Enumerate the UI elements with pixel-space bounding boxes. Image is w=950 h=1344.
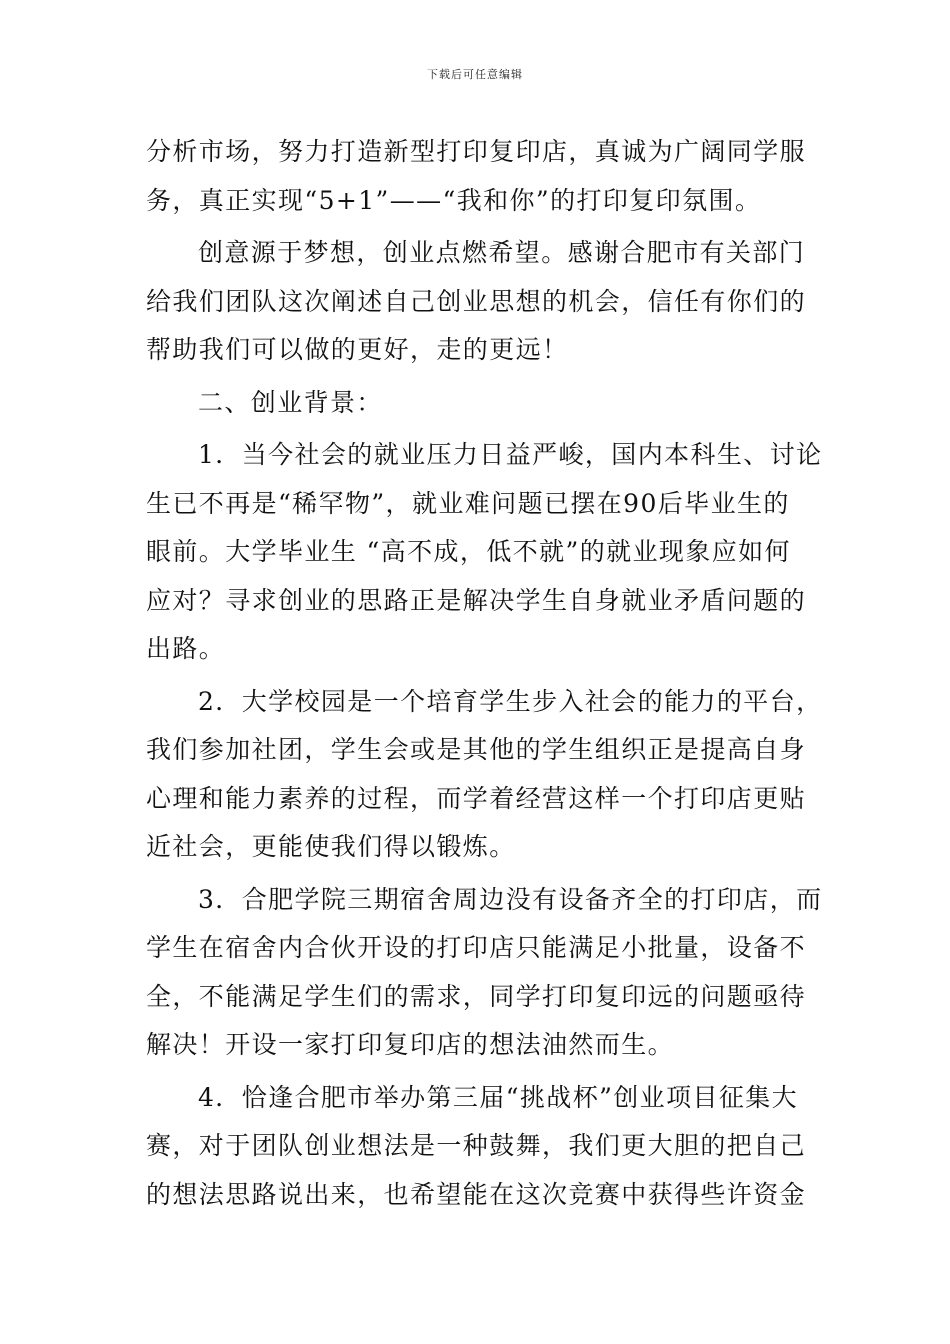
paragraph bbox=[146, 876, 823, 1070]
document-body bbox=[146, 128, 823, 1219]
text-line: 近社会，更能使我们得以锻炼。 bbox=[146, 832, 516, 861]
text-line: 全，不能满足学生们的需求，同学打印复印远的问题亟待 bbox=[146, 981, 807, 1011]
text-line: 生已不再是“稀罕物”，就业难问题已摆在90后毕业生的 bbox=[146, 488, 790, 518]
paragraph bbox=[146, 1074, 808, 1220]
text-line: 创意源于梦想，创业点燃希望。感谢合肥市有关部门 bbox=[198, 238, 806, 267]
paragraph bbox=[146, 678, 823, 872]
paragraph bbox=[146, 128, 808, 225]
text-line: 帮助我们可以做的更好，走的更远！ bbox=[146, 335, 569, 364]
text-line: 3．合肥学院三期宿舍周边没有设备齐全的打印店，而 bbox=[198, 884, 823, 914]
text-line: 心理和能力素养的过程，而学着经营这样一个打印店更贴 bbox=[146, 783, 807, 813]
text-line: 4．恰逢合肥市举办第三届“挑战杯”创业项目征集大 bbox=[198, 1082, 799, 1112]
text-line: 1．当今社会的就业压力日益严峻，国内本科生、讨论 bbox=[198, 440, 823, 469]
paragraph bbox=[146, 431, 823, 674]
section-heading bbox=[146, 379, 808, 428]
text-line: 我们参加社团，学生会或是其他的学生组织正是提高自身 bbox=[146, 735, 807, 764]
paragraph bbox=[146, 229, 808, 375]
page-header: 下载后可任意编辑 bbox=[427, 68, 523, 81]
text-line: 二、创业背景： bbox=[198, 387, 383, 417]
text-line: 应对？寻求创业的思路正是解决学生自身就业矛盾问题的 bbox=[146, 585, 807, 615]
text-line: 学生在宿舍内合伙开设的打印店只能满足小批量，设备不 bbox=[146, 933, 807, 962]
text-line: 眼前。大学毕业生 “高不成，低不就”的就业现象应如何 bbox=[146, 537, 791, 566]
text-line: 出路。 bbox=[146, 634, 226, 663]
text-line: 务，真正实现“5+1”——“我和你”的打印复印氛围。 bbox=[146, 185, 762, 215]
text-line: 分析市场，努力打造新型打印复印店，真诚为广阔同学服 bbox=[146, 137, 807, 166]
text-line: 给我们团队这次阐述自己创业思想的机会，信任有你们的 bbox=[146, 286, 807, 316]
text-line: 解决！开设一家打印复印店的想法油然而生。 bbox=[146, 1030, 675, 1059]
text-line: 赛，对于团队创业想法是一种鼓舞，我们更大胆的把自己 bbox=[146, 1131, 807, 1160]
text-line: 的想法思路说出来，也希望能在这次竞赛中获得些许资金 bbox=[146, 1179, 807, 1209]
text-line: 2．大学校园是一个培育学生步入社会的能力的平台， bbox=[198, 686, 823, 716]
